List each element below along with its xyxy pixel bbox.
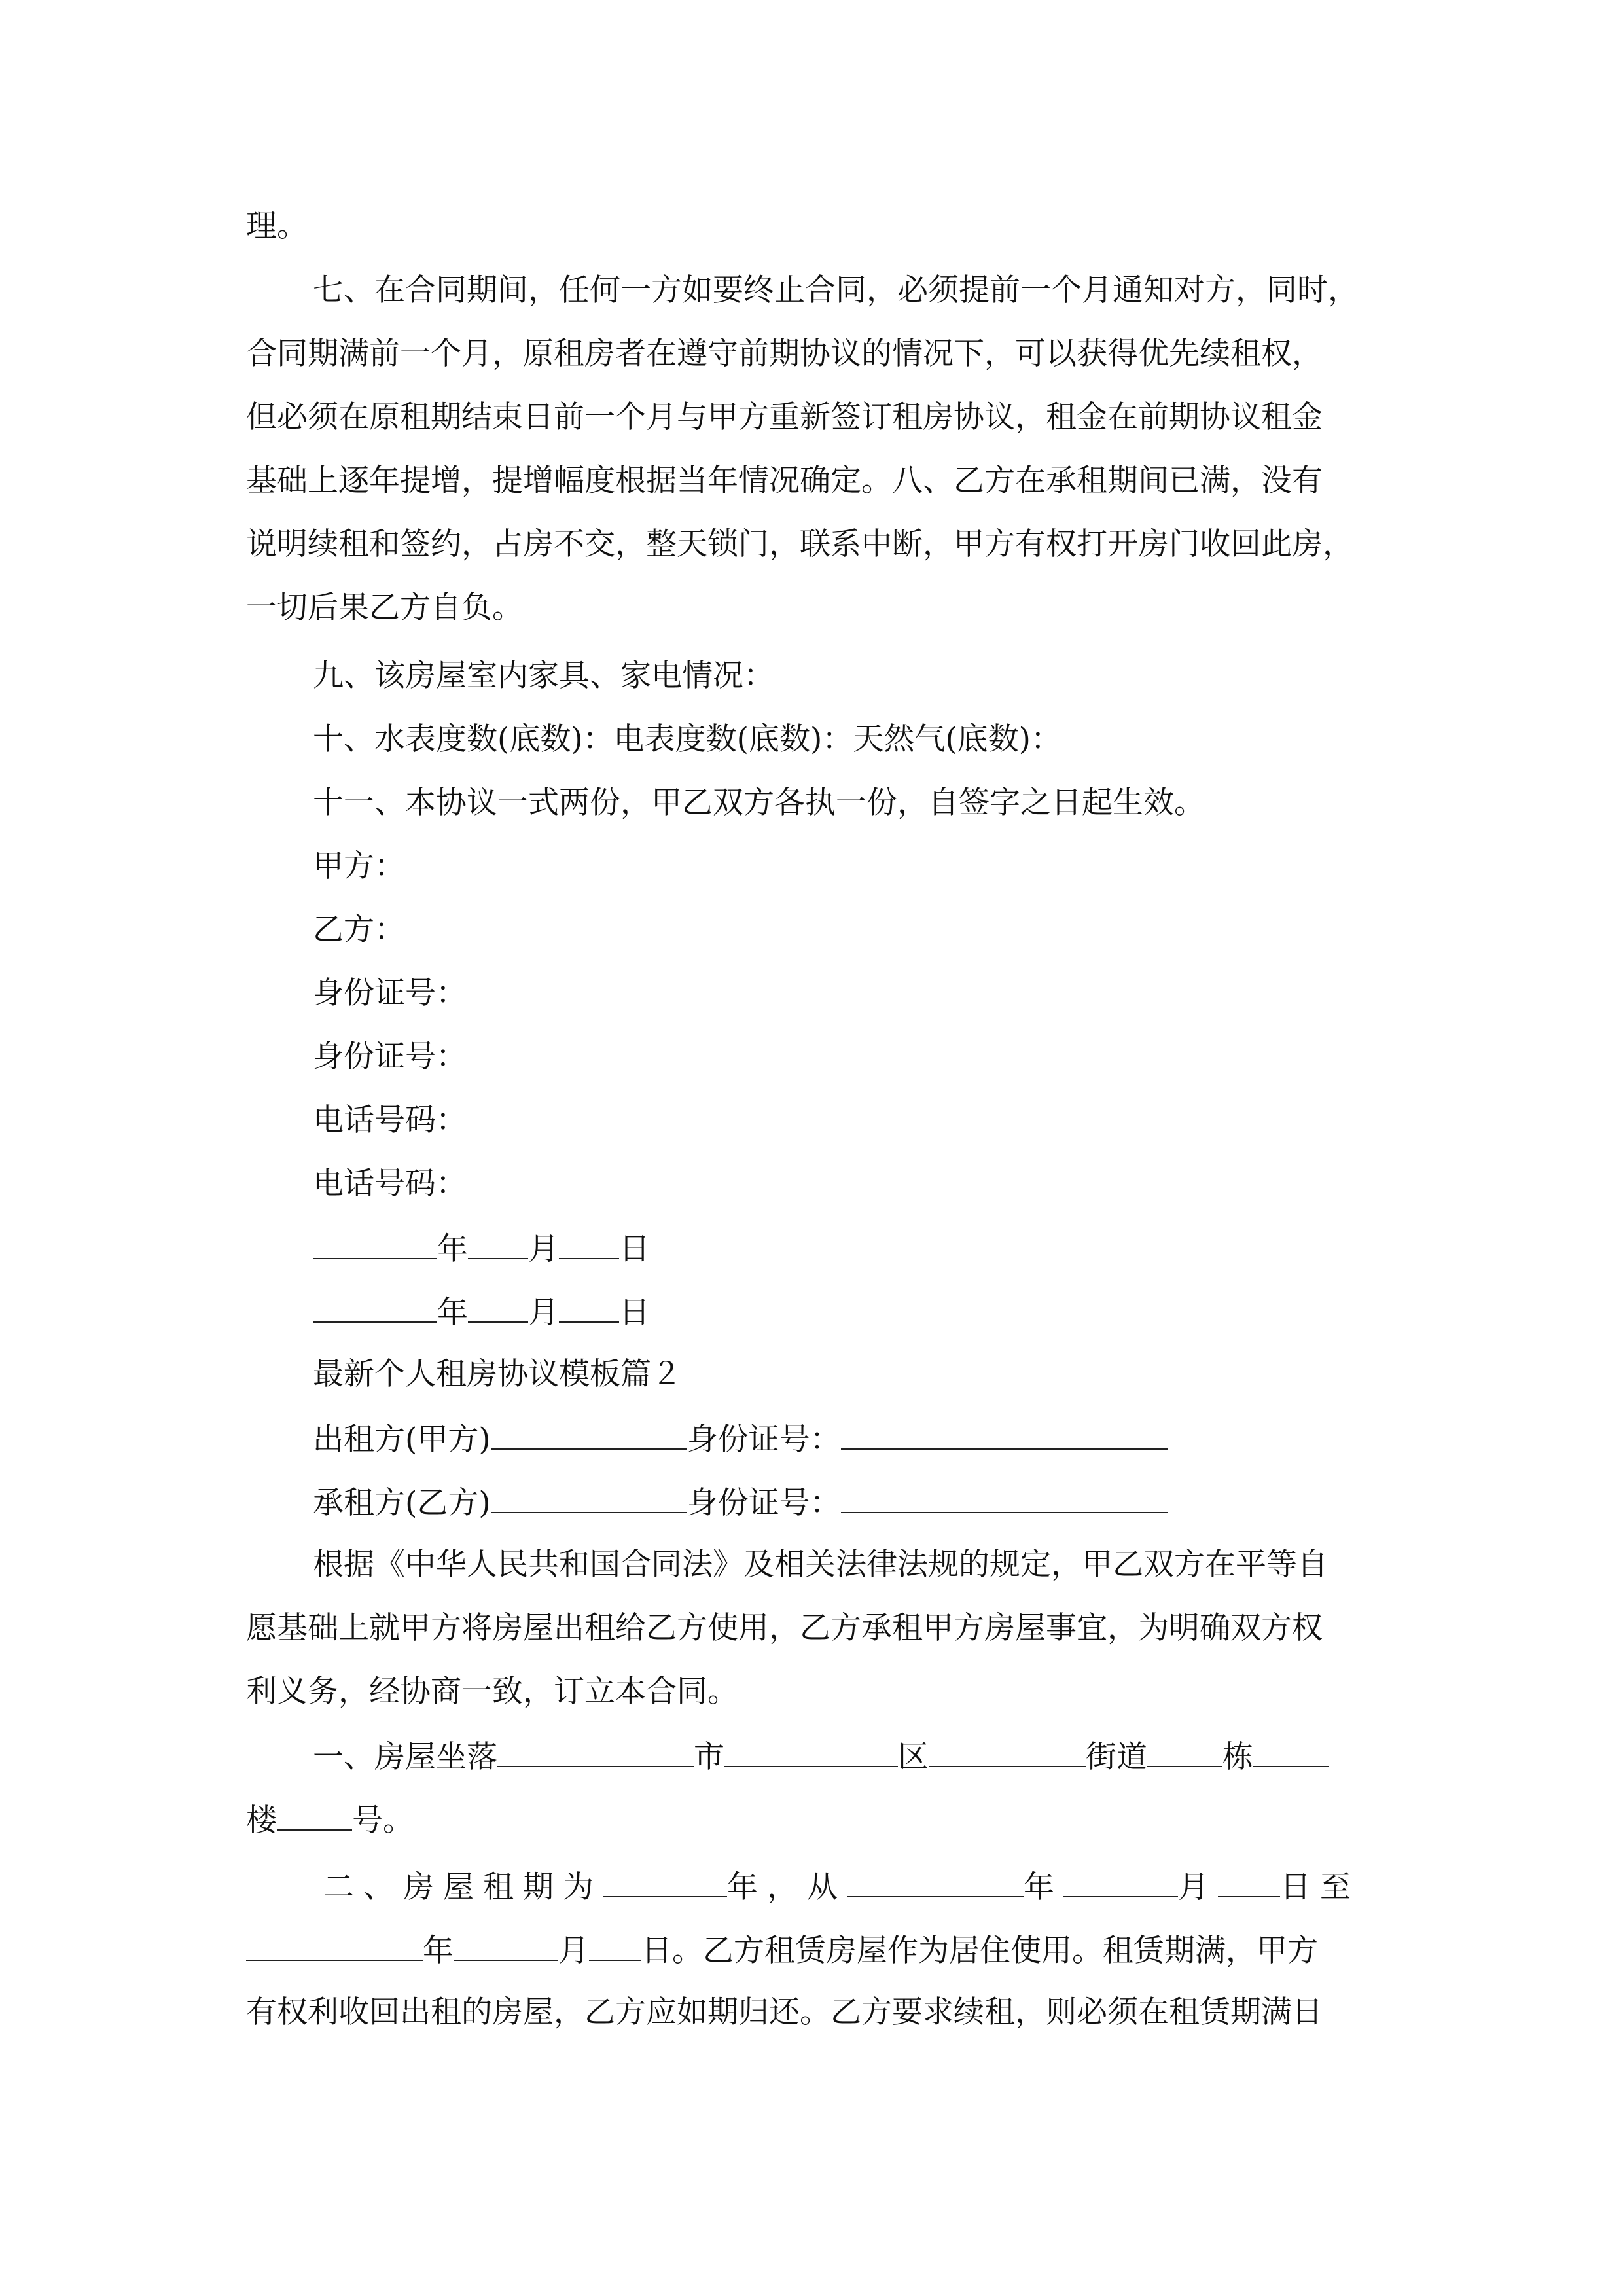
paragraph-line: 理。 — [246, 208, 308, 244]
party-a-label: 甲方： — [313, 848, 405, 884]
blank-underline — [497, 1740, 694, 1767]
clause-ten: 十、水表度数(底数)：电表度数(底数)：天然气(底数)： — [313, 721, 1062, 757]
lease-term-line: 二、房屋租期为 年，从 年 月 日至 — [323, 1869, 1360, 1905]
blank-underline — [559, 1232, 619, 1259]
blank-underline — [1218, 1870, 1280, 1897]
clause-nine: 九、该房屋室内家具、家电情况： — [313, 658, 774, 694]
blank-underline — [841, 1422, 1168, 1450]
blank-underline — [847, 1870, 1024, 1897]
id-number-label: 身份证号： — [313, 975, 467, 1011]
blank-underline — [491, 1486, 687, 1513]
lessor-info-line: 出租方(甲方) 身份证号： — [313, 1422, 1445, 1455]
blank-underline — [1063, 1870, 1178, 1897]
blank-underline — [841, 1486, 1168, 1513]
paragraph-line: 基础上逐年提增，提增幅度根据当年情况确定。八、乙方在承租期间已满，没有 — [246, 463, 1323, 499]
id-number-label: 身份证号： — [313, 1039, 467, 1075]
blank-underline — [313, 1232, 437, 1259]
blank-underline — [1253, 1740, 1329, 1767]
paragraph-line: 但必须在原租期结束日前一个月与甲方重新签订租房协议，租金在前期协议租金 — [246, 399, 1323, 435]
signature-date-line: 年 月 日 — [313, 1232, 1445, 1265]
phone-number-label: 电话号码： — [313, 1102, 467, 1138]
blank-underline — [246, 1933, 423, 1961]
paragraph-line: 一切后果乙方自负。 — [246, 590, 523, 626]
blank-underline — [1147, 1740, 1222, 1767]
property-location-line: 一、房屋坐落 市 区 街道 栋 — [313, 1740, 1445, 1772]
signature-date-line: 年 月 日 — [313, 1295, 1445, 1328]
blank-underline — [559, 1295, 619, 1323]
blank-underline — [468, 1295, 528, 1323]
preamble-line: 根据《中华人民共和国合同法》及相关法律法规的规定，甲乙双方在平等自 — [313, 1547, 1328, 1583]
blank-underline — [929, 1740, 1086, 1767]
paragraph-line: 说明续租和签约，占房不交，整天锁门，联系中断，甲方有权打开房门收回此房， — [246, 526, 1353, 562]
clause-eleven: 十一、本协议一式两份，甲乙双方各执一份，自签字之日起生效。 — [313, 785, 1205, 821]
paragraph-line: 有权利收回出租的房屋，乙方应如期归还。乙方要求续租，则必须在租赁期满日 — [246, 1994, 1323, 2030]
property-location-line: 楼 号。 — [246, 1803, 414, 1839]
phone-number-label: 电话号码： — [313, 1166, 467, 1202]
paragraph-line: 合同期满前一个月，原租房者在遵守前期协议的情况下，可以获得优先续租权， — [246, 336, 1323, 372]
party-b-label: 乙方： — [313, 912, 405, 948]
blank-underline — [454, 1933, 558, 1961]
lessee-info-line: 承租方(乙方) 身份证号： — [313, 1486, 1445, 1518]
blank-underline — [589, 1933, 641, 1961]
paragraph-line: 利义务，经协商一致，订立本合同。 — [246, 1674, 738, 1710]
blank-underline — [313, 1295, 437, 1323]
blank-underline — [603, 1870, 727, 1897]
blank-underline — [724, 1740, 898, 1767]
section-title: 最新个人租房协议模板篇２ — [313, 1356, 682, 1392]
blank-underline — [491, 1422, 687, 1450]
blank-underline — [468, 1232, 528, 1259]
lease-term-line: 年 月 日。乙方租赁房屋作为居住使用。租赁期满，甲方 — [246, 1933, 1378, 1966]
blank-underline — [277, 1803, 352, 1831]
clause-seven: 七、在合同期间，任何一方如要终止合同，必须提前一个月通知对方，同时， — [313, 272, 1359, 308]
paragraph-line: 愿基础上就甲方将房屋出租给乙方使用，乙方承租甲方房屋事宜，为明确双方权 — [246, 1610, 1323, 1646]
